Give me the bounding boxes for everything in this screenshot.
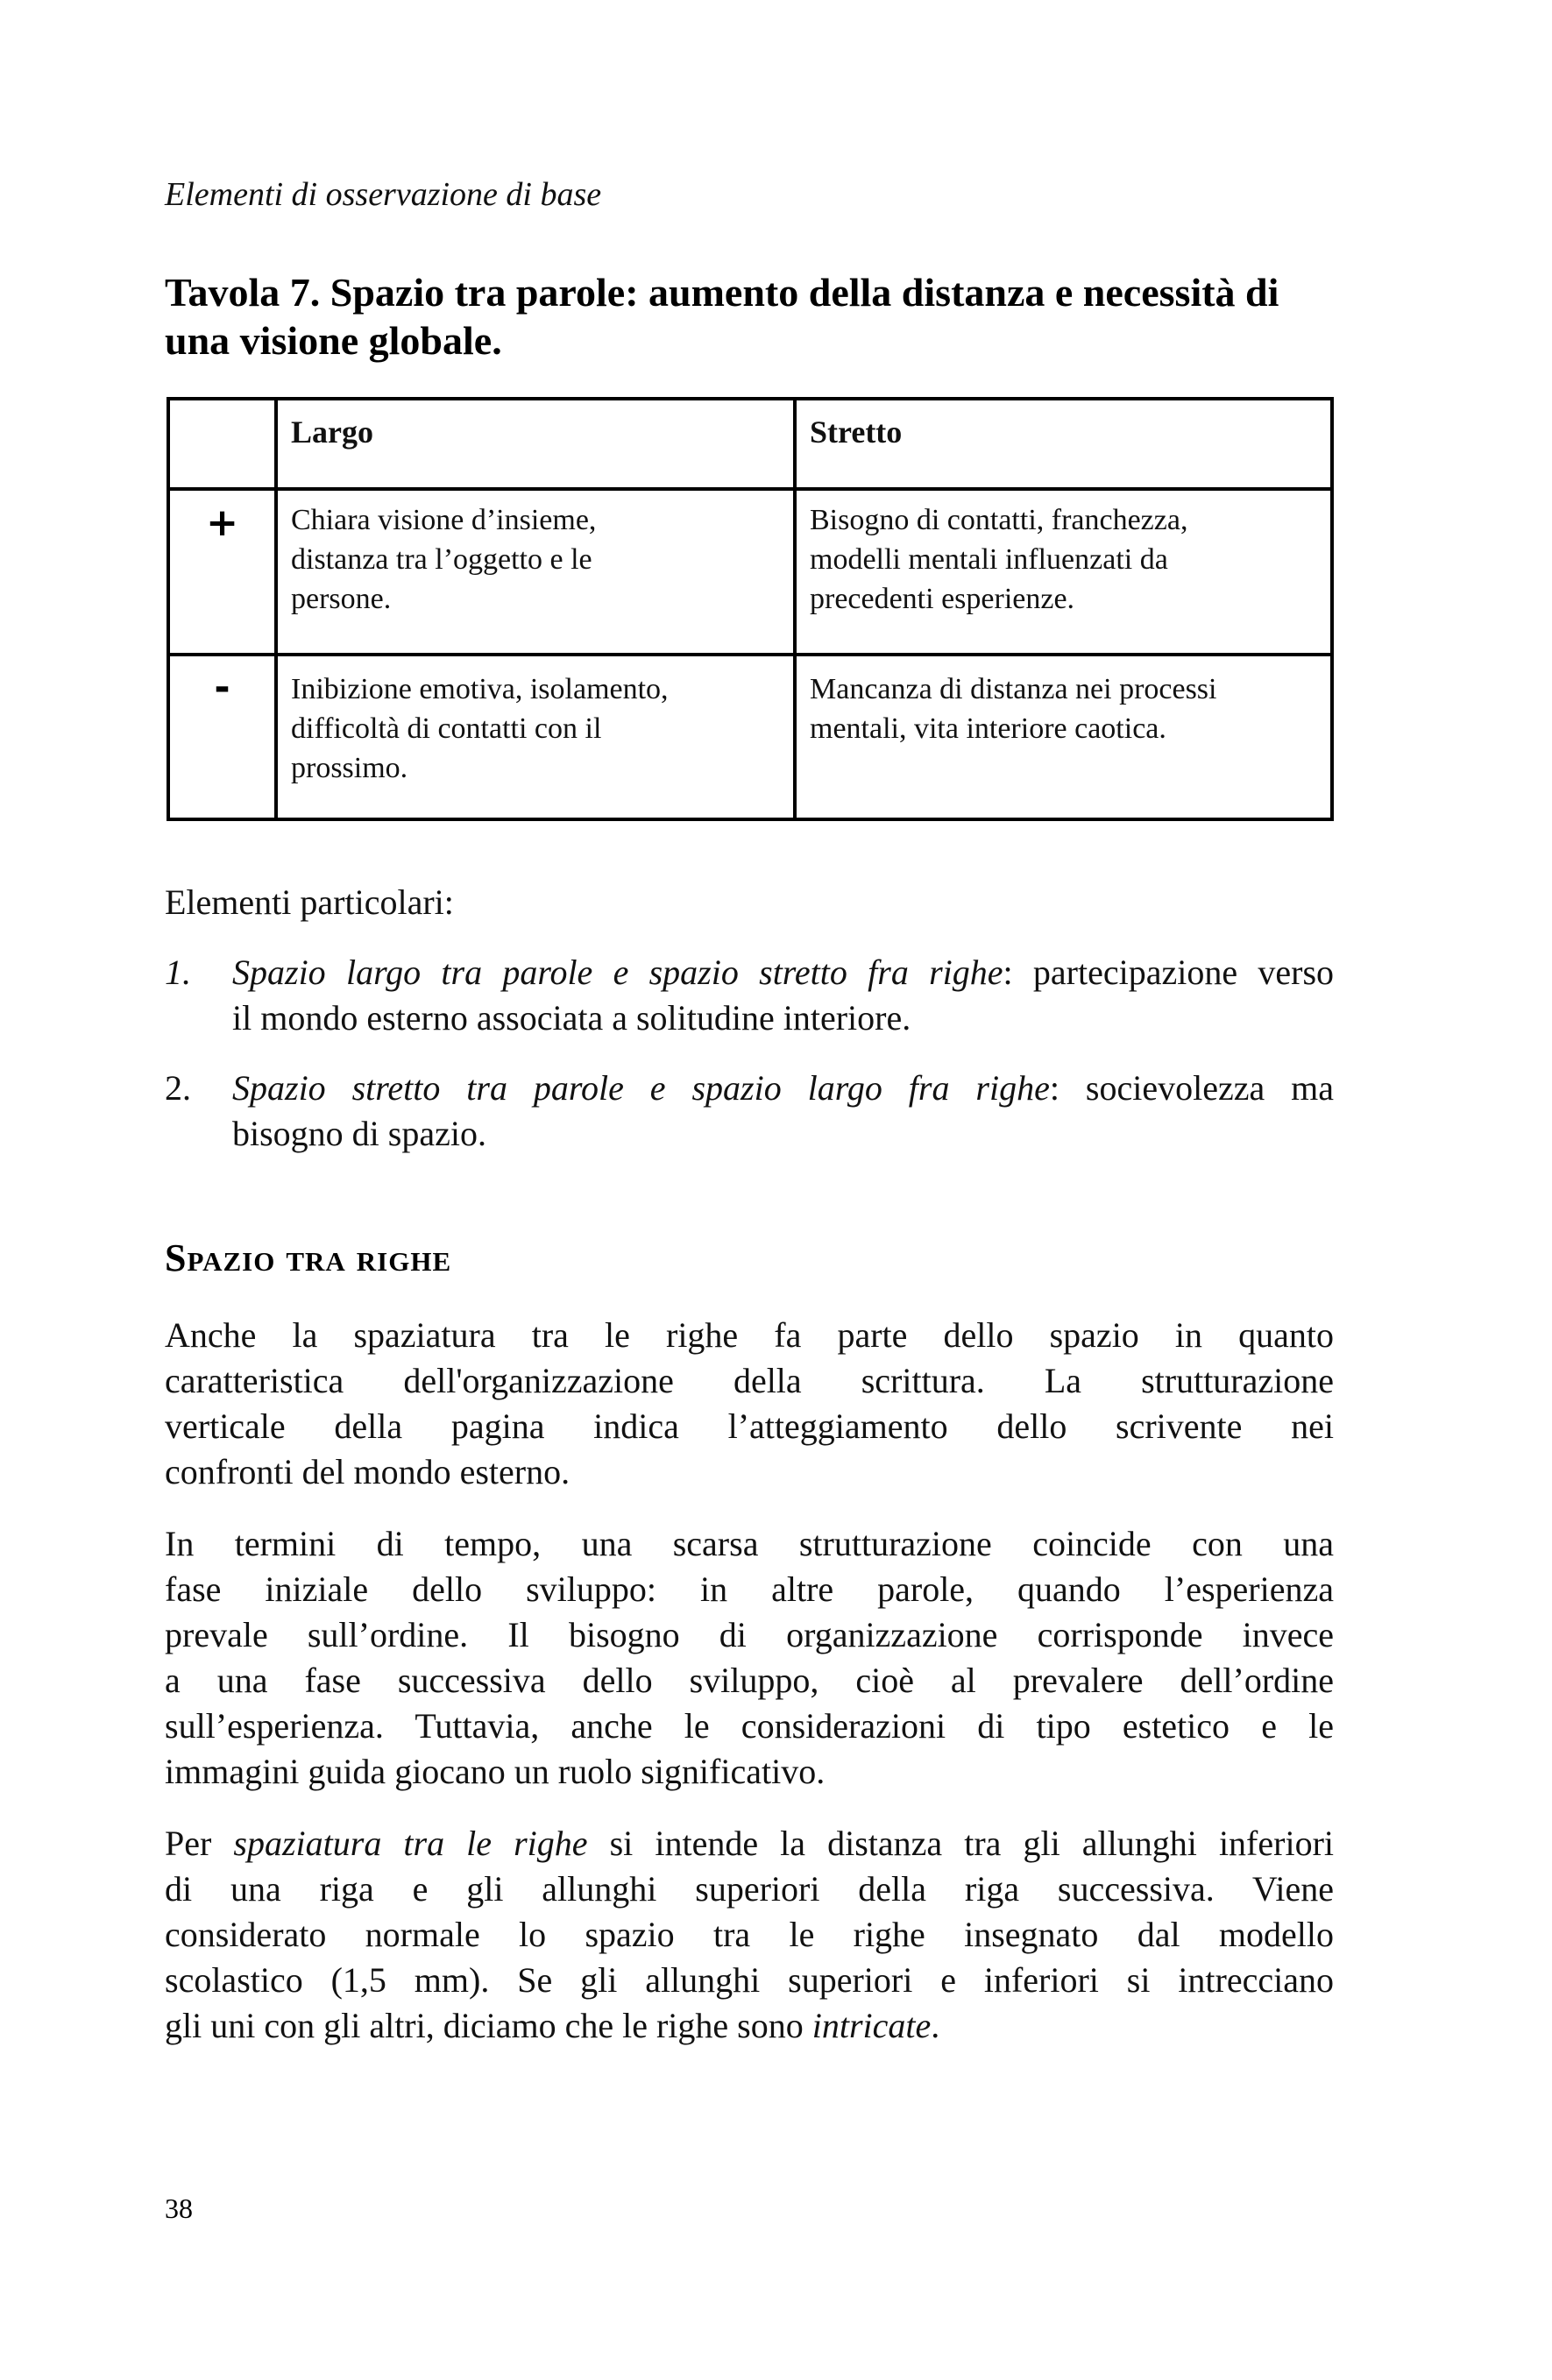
list-item-term: Spazio stretto tra parole e spazio largo fra righe bbox=[232, 1068, 1050, 1108]
running-head: Elementi di osservazione di base bbox=[165, 176, 602, 213]
table-title-line: Tavola 7. Spazio tra parole: aumento della distanza e necessità di bbox=[165, 270, 1279, 315]
list-item-line: bisogno di spazio. bbox=[232, 1114, 486, 1153]
paragraph-line bbox=[165, 1821, 1334, 1866]
list-item-line: il mondo esterno associata a solitudine interiore. bbox=[232, 998, 911, 1038]
table-cell-plus-stretto bbox=[810, 500, 1187, 619]
paragraph-line: a una fase successiva dello sviluppo, cioè al prevalere dell’ordine bbox=[165, 1661, 1334, 1700]
list-number: 1. bbox=[165, 953, 191, 992]
cell-line: Mancanza di distanza nei processi bbox=[810, 673, 1217, 705]
list-item-body bbox=[232, 950, 1334, 1041]
emphasized-term: spaziatura tra le righe bbox=[233, 1824, 588, 1863]
page-number: 38 bbox=[165, 2192, 193, 2224]
list-item bbox=[165, 1066, 1334, 1157]
list-number: 2. bbox=[165, 1068, 191, 1108]
cell-line: persone. bbox=[291, 583, 392, 615]
text-run: si intende la distanza tra gli allunghi inferiori bbox=[587, 1824, 1335, 1863]
list-item-term: Spazio largo tra parole e spazio stretto fra righe bbox=[232, 953, 1003, 992]
column-header-largo: Largo bbox=[291, 414, 373, 450]
column-header-stretto: Stretto bbox=[810, 414, 903, 450]
paragraph-line: scolastico (1,5 mm). Se gli allunghi superiori e inferiori si intrecciano bbox=[165, 1960, 1334, 2000]
table-divider-horizontal bbox=[170, 653, 1330, 656]
emphasized-term: intricate bbox=[811, 2006, 932, 2045]
paragraph-line: di una riga e gli allunghi superiori della riga successiva. Viene bbox=[165, 1869, 1334, 1909]
table-title-line: una visione globale. bbox=[165, 318, 502, 363]
paragraph-line bbox=[165, 2003, 1334, 2049]
paragraph-line: verticale della pagina indica l’atteggiamento dello scrivente nei bbox=[165, 1406, 1334, 1446]
text-run: Per bbox=[165, 1824, 234, 1863]
table-cell-minus-stretto bbox=[810, 669, 1216, 748]
minus-sign: - bbox=[214, 665, 230, 710]
plus-sign: + bbox=[206, 500, 238, 545]
table-divider-horizontal bbox=[170, 487, 1330, 491]
cell-line: precedenti esperienze. bbox=[810, 583, 1075, 615]
list-item bbox=[165, 950, 1334, 1041]
cell-line: prossimo. bbox=[291, 752, 408, 784]
paragraph bbox=[165, 1313, 1334, 1495]
list-item-body bbox=[232, 1066, 1334, 1157]
paragraph bbox=[165, 1521, 1334, 1795]
comparison-table bbox=[167, 397, 1334, 821]
cell-line: Chiara visione d’insieme, bbox=[291, 504, 597, 536]
paragraph-line: caratteristica dell'organizzazione della scrittura. La strutturazione bbox=[165, 1361, 1334, 1400]
list-item-line bbox=[232, 950, 1334, 995]
table-cell-minus-largo bbox=[291, 669, 669, 788]
cell-line: Inibizione emotiva, isolamento, bbox=[291, 673, 669, 705]
table-title bbox=[165, 268, 1339, 365]
table-divider-vertical bbox=[274, 400, 278, 818]
text-run: gli uni con gli altri, diciamo che le righe sono bbox=[165, 2006, 812, 2045]
paragraph-line: prevale sull’ordine. Il bisogno di organizzazione corrisponde invece bbox=[165, 1615, 1334, 1654]
paragraph-line: confronti del mondo esterno. bbox=[165, 1452, 570, 1491]
label-text: Elementi particolari: bbox=[165, 882, 454, 922]
special-elements-label bbox=[165, 880, 1334, 925]
table-cell-plus-largo bbox=[291, 500, 596, 619]
section-heading: Spazio tra righe bbox=[165, 1236, 452, 1279]
paragraph-line: immagini guida giocano un ruolo significativo. bbox=[165, 1752, 826, 1791]
paragraph-line: In termini di tempo, una scarsa strutturazione coincide con una bbox=[165, 1524, 1334, 1563]
list-item-description: : socievolezza ma bbox=[1049, 1068, 1335, 1108]
paragraph-line: fase iniziale dello sviluppo: in altre parole, quando l’esperienza bbox=[165, 1569, 1334, 1609]
list-item-description: : partecipazione verso bbox=[1003, 953, 1335, 992]
cell-line: modelli mentali influenzati da bbox=[810, 543, 1168, 576]
paragraph bbox=[165, 1821, 1334, 2049]
cell-line: Bisogno di contatti, franchezza, bbox=[810, 504, 1188, 536]
cell-line: distanza tra l’oggetto e le bbox=[291, 543, 592, 576]
paragraph-line: Anche la spaziatura tra le righe fa parte dello spazio in quanto bbox=[165, 1315, 1334, 1355]
cell-line: difficoltà di contatti con il bbox=[291, 712, 602, 745]
text-run: . bbox=[931, 2006, 940, 2045]
table-divider-vertical bbox=[793, 400, 797, 818]
paragraph-line: sull’esperienza. Tuttavia, anche le considerazioni di tipo estetico e le bbox=[165, 1706, 1334, 1746]
paragraph-line: considerato normale lo spazio tra le righe insegnato dal modello bbox=[165, 1915, 1334, 1954]
cell-line: mentali, vita interiore caotica. bbox=[810, 712, 1166, 745]
list-item-line bbox=[232, 1066, 1334, 1111]
